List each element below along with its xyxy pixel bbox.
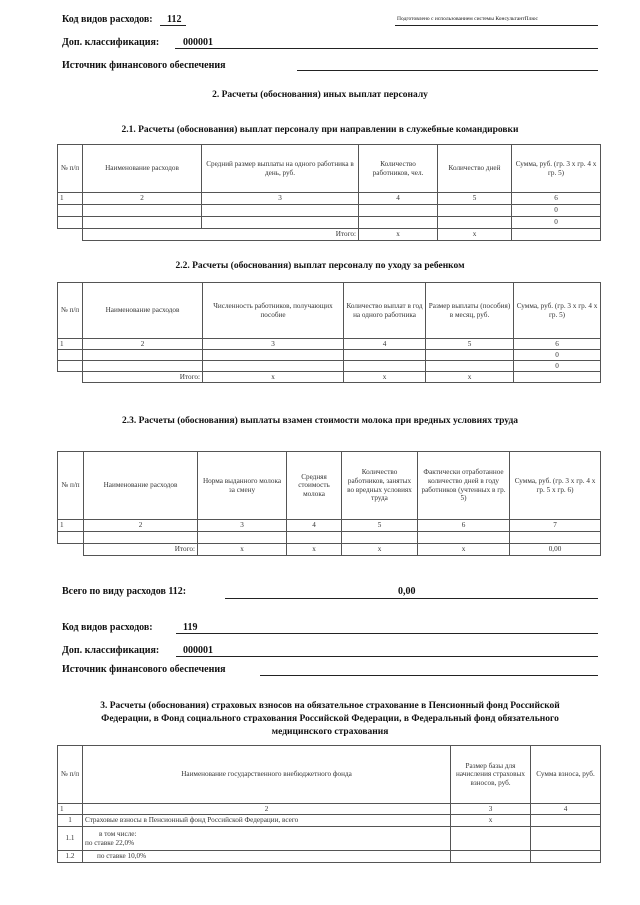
x-cell: x [342, 544, 418, 556]
column-number: 3 [202, 193, 359, 205]
column-number: 5 [438, 193, 512, 205]
column-number: 2 [83, 804, 451, 815]
table-row [58, 361, 601, 372]
fund-name [83, 827, 451, 851]
column-numbers-row [58, 339, 601, 350]
fund-name: по ставке 10,0% [83, 851, 451, 863]
base-cell: x [451, 815, 531, 827]
table-row [58, 815, 601, 827]
table-row [58, 350, 601, 361]
table-header-row [58, 452, 601, 520]
column-number: 5 [426, 339, 514, 350]
code-underline [176, 623, 598, 634]
base-cell [451, 827, 531, 851]
col-name-header: Наименование расходов [83, 145, 202, 193]
col-fund-header: Наименование государственного внебюджетного фонда [83, 746, 451, 804]
col-norm-header: Норма выданного молока за смену [198, 452, 287, 520]
col-num-header: № п/п [58, 746, 83, 804]
fund-name: Страховые взносы в Пенсионный фонд Российской Федерации, всего [83, 815, 451, 827]
column-number: 6 [418, 520, 510, 532]
col-sum-header: Сумма взноса, руб. [531, 746, 601, 804]
col-workers-header: Количество работников, чел. [359, 145, 438, 193]
table-header-row [58, 145, 601, 193]
row-number: 1.1 [58, 827, 83, 851]
table-row [58, 827, 601, 851]
column-number: 2 [84, 520, 198, 532]
total-label: Итого: [83, 372, 203, 383]
source-label: Источник финансового обеспечения [62, 60, 226, 71]
column-number: 4 [287, 520, 342, 532]
code-underline [160, 15, 186, 26]
table-row [58, 205, 601, 217]
table-row [58, 532, 601, 544]
col-sum-header: Сумма, руб. (гр. 3 x гр. 4 x гр. 5) [514, 283, 601, 339]
column-number: 4 [359, 193, 438, 205]
fund-name-line: по ставке 22,0% [85, 838, 135, 847]
sum-cell: 0 [514, 350, 601, 361]
column-number: 4 [531, 804, 601, 815]
sum-cell: 0 [512, 217, 601, 229]
total-label: Итого: [83, 229, 359, 241]
t23-title: 2.3. Расчеты (обоснования) выплаты взамен стоимости молока при вредных условиях труда [121, 416, 519, 426]
row-number: 1 [58, 815, 83, 827]
col-days-header: Фактически отработанное количество дней в году работников (учтенных в гр. 5) [418, 452, 510, 520]
col-days-header: Количество дней [438, 145, 512, 193]
total-sum: 0,00 [510, 544, 601, 556]
x-cell: x [426, 372, 514, 383]
code-label: Код видов расходов: [62, 622, 153, 633]
table-3 [57, 745, 601, 863]
col-size-header: Размер выплаты (пособия) в месяц, руб. [426, 283, 514, 339]
col-sum-header: Сумма, руб. (гр. 3 x гр. 4 x гр. 5) [512, 145, 601, 193]
sum-cell [531, 851, 601, 863]
table-header-row [58, 746, 601, 804]
column-numbers-row [58, 193, 601, 205]
sum-cell: 0 [514, 361, 601, 372]
sum-cell: 0 [512, 205, 601, 217]
total-row [58, 372, 601, 383]
code-value: 119 [183, 622, 198, 633]
table-2-2 [57, 282, 601, 383]
classif-underline [175, 38, 598, 49]
col-avg-header: Средний размер выплаты на одного работника в день, руб. [202, 145, 359, 193]
col-count-header: Численность работников, получающих пособие [203, 283, 344, 339]
col-sum-header: Сумма, руб. (гр. 3 x гр. 4 x гр. 5 x гр. 6) [510, 452, 601, 520]
grand-total-value: 0,00 [398, 586, 416, 597]
sum-cell [531, 815, 601, 827]
column-number: 1 [58, 804, 83, 815]
col-num-header: № п/п [58, 283, 83, 339]
column-number: 3 [203, 339, 344, 350]
sum-cell [531, 827, 601, 851]
col-name-header: Наименование расходов [83, 283, 203, 339]
col-num-header: № п/п [58, 145, 83, 193]
column-number: 3 [451, 804, 531, 815]
x-cell: x [359, 229, 438, 241]
classif-value: 000001 [183, 645, 213, 656]
table-header-row [58, 283, 601, 339]
total-row [58, 229, 601, 241]
code-value: 112 [167, 14, 182, 25]
section3-title-line3: медицинского страхования [271, 727, 389, 737]
table-2-1 [57, 144, 601, 241]
classif-value: 000001 [183, 37, 213, 48]
classif-underline [176, 646, 598, 657]
table-2-3 [57, 451, 601, 556]
t22-title: 2.2. Расчеты (обоснования) выплат персоналу по уходу за ребенком [175, 261, 465, 271]
x-cell: x [203, 372, 344, 383]
col-name-header: Наименование расходов [84, 452, 198, 520]
column-number: 1 [58, 193, 83, 205]
grand-total-label: Всего по виду расходов 112: [62, 586, 187, 597]
fund-name-line: в том числе: [99, 829, 137, 838]
section3-title-line1: 3. Расчеты (обоснования) страховых взносов на обязательное страхование в Пенсионный фонд Российской [100, 701, 560, 711]
column-number: 1 [58, 520, 84, 532]
col-num-header: № п/п [58, 452, 84, 520]
section3-title-line2: Федерации, в Фонд социального страхования Российской Федерации, в Федеральный фонд обязательного [101, 714, 559, 724]
consultant-note: Подготовлено с использованием системы КонсультантПлюс [397, 16, 538, 22]
x-cell: x [418, 544, 510, 556]
row-number: 1.2 [58, 851, 83, 863]
col-base-header: Размер базы для начисления страховых взносов, руб. [451, 746, 531, 804]
column-number: 1 [58, 339, 83, 350]
column-numbers-row [58, 520, 601, 532]
column-numbers-row [58, 804, 601, 815]
table-row [58, 217, 601, 229]
col-cost-header: Средняя стоимость молока [287, 452, 342, 520]
column-number: 6 [514, 339, 601, 350]
column-number: 6 [512, 193, 601, 205]
section3-title [40, 700, 620, 739]
table-row [58, 851, 601, 863]
x-cell: x [438, 229, 512, 241]
col-payments-header: Количество выплат в год на одного работника [344, 283, 426, 339]
column-number: 7 [510, 520, 601, 532]
column-number: 2 [83, 193, 202, 205]
x-cell: x [287, 544, 342, 556]
x-cell: x [198, 544, 287, 556]
column-number: 4 [344, 339, 426, 350]
code-label: Код видов расходов: [62, 14, 153, 25]
source-label: Источник финансового обеспечения [62, 664, 226, 675]
x-cell: x [344, 372, 426, 383]
classif-label: Доп. классификация: [62, 37, 160, 48]
column-number: 3 [198, 520, 287, 532]
base-cell [451, 851, 531, 863]
t21-title: 2.1. Расчеты (обоснования) выплат персоналу при направлении в служебные командировки [121, 125, 519, 135]
column-number: 5 [342, 520, 418, 532]
classif-label: Доп. классификация: [62, 645, 160, 656]
section2-title: 2. Расчеты (обоснования) иных выплат персоналу [212, 90, 428, 100]
note-underline [395, 15, 598, 26]
total-label: Итого: [84, 544, 198, 556]
column-number: 2 [83, 339, 203, 350]
source-underline [297, 60, 598, 71]
source-underline [260, 665, 598, 676]
total-row [58, 544, 601, 556]
col-workers-header: Количество работников, занятых во вредных условиях труда [342, 452, 418, 520]
